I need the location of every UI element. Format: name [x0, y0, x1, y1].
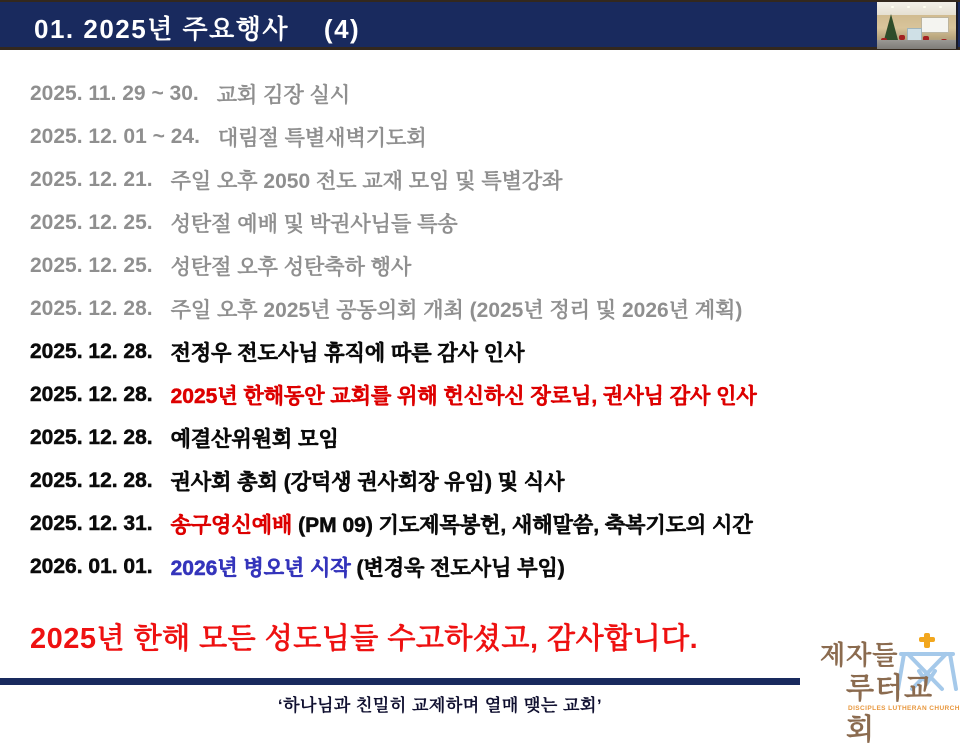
event-date: 2025. 12. 25. [30, 210, 153, 234]
event-row [0, 158, 960, 201]
event-row [0, 287, 960, 330]
event-date: 2025. 12. 28. [30, 296, 153, 320]
logo-subtext: DISCIPLES LUTHERAN CHURCH [848, 705, 960, 712]
event-text: 예결산위원회 모임 [170, 427, 339, 451]
event-text: 교회 김장 실시 [216, 83, 351, 107]
church-logo [818, 633, 960, 746]
event-row [0, 502, 960, 545]
event-text: 성탄절 예배 및 박권사님들 특송 [170, 212, 458, 236]
photo-projector-screen [921, 17, 949, 33]
footer-divider [0, 678, 800, 685]
event-date: 2025. 12. 21. [30, 167, 153, 191]
church-motto: ‘하나님과 친밀히 교제하며 열매 맺는 교회’ [277, 696, 603, 715]
photo-floor [877, 40, 956, 49]
event-date: 2025. 12. 28. [30, 425, 153, 449]
slide-title: 01. 2025년 주요행사 (4) [34, 14, 361, 44]
event-row [0, 330, 960, 373]
event-text: 권사회 총회 (강덕생 권사회장 유임) 및 식사 [170, 470, 565, 494]
event-text: 성탄절 오후 성탄축하 행사 [170, 255, 412, 279]
header-bar [0, 0, 960, 50]
church-interior-photo [877, 2, 958, 49]
photo-light [923, 6, 926, 8]
event-row [0, 201, 960, 244]
event-date: 2025. 12. 01 ~ 24. [30, 124, 200, 148]
photo-light [939, 6, 942, 8]
event-date: 2025. 12. 25. [30, 253, 153, 277]
event-row [0, 115, 960, 158]
event-date: 2025. 12. 28. [30, 468, 153, 492]
event-text: 송구영신예배 (PM 09) 기도제목봉헌, 새해말씀, 축복기도의 시간 [170, 513, 753, 537]
event-date: 2025. 12. 28. [30, 382, 153, 406]
logo-line1: 제자들 [820, 640, 899, 670]
photo-light [907, 6, 910, 8]
event-date: 2025. 11. 29 ~ 30. [30, 81, 199, 105]
logo-line2: 루터교회 [846, 673, 934, 746]
event-text: 2025년 한해동안 교회를 위해 헌신하신 장로님, 권사님 감사 인사 [170, 384, 757, 408]
event-date: 2026. 01. 01. [30, 554, 153, 578]
photo-christmas-tree [884, 14, 898, 40]
event-text: 2026년 병오년 시작 (변경욱 전도사님 부임) [170, 556, 565, 580]
closing-message: 2025년 한해 모든 성도님들 수고하셨고, 감사합니다. [30, 623, 699, 655]
event-text: 대림절 특별새벽기도회 [217, 126, 427, 150]
event-row [0, 72, 960, 115]
event-date: 2025. 12. 31. [30, 511, 153, 535]
photo-light [891, 6, 894, 8]
event-date: 2025. 12. 28. [30, 339, 153, 363]
event-text: 주일 오후 2050 전도 교재 모임 및 특별강좌 [170, 169, 563, 193]
event-text: 주일 오후 2025년 공동의회 개최 (2025년 정리 및 2026년 계획) [170, 298, 743, 322]
event-text: 전정우 전도사님 휴직에 따른 감사 인사 [170, 341, 525, 365]
event-row [0, 459, 960, 502]
events-list [0, 72, 960, 588]
event-row [0, 244, 960, 287]
event-row [0, 416, 960, 459]
event-row [0, 373, 960, 416]
event-row [0, 545, 960, 588]
